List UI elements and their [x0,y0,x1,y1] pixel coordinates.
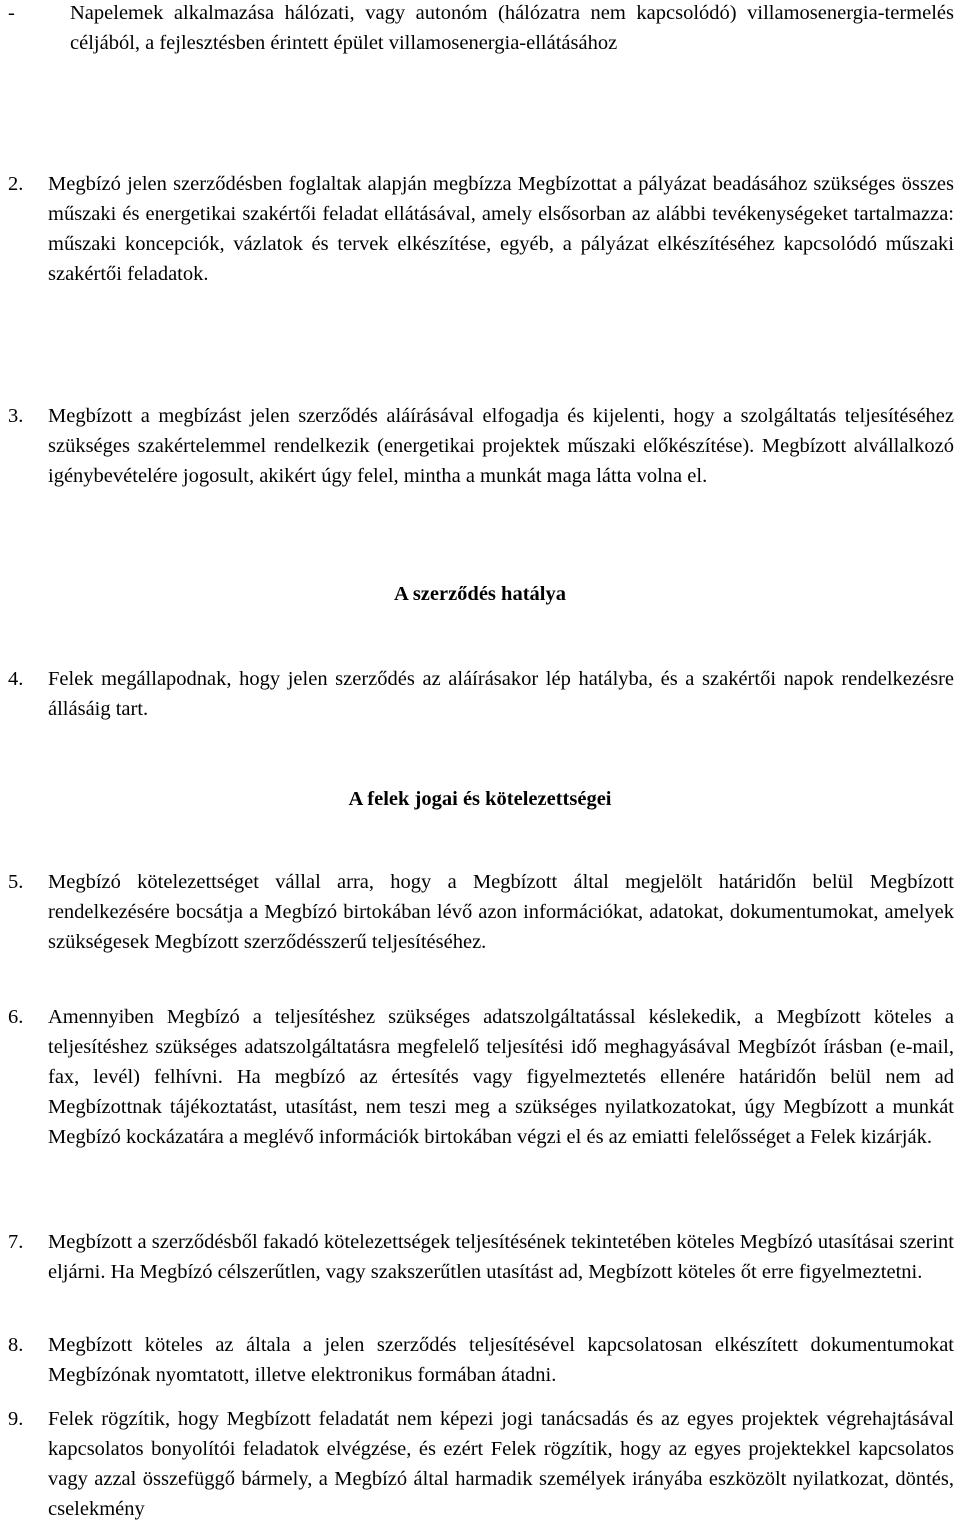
item-number: 8. [8,1334,24,1356]
item-number: 3. [8,405,24,427]
item-text: Megbízó jelen szerződésben foglaltak alapján megbízza Megbízottat a pályázat beadásához szükséges összes műszaki és energetikai szakértői feladat ellátásával, amely elsősorban az alábbi tevékenységeket tartalmazza: műszaki koncepciók, vázlatok és tervek elkészítése, egyéb, a pályázat elkészítéséhez kapcsolódó műszaki szakértői feladatok. [48,173,954,285]
item-text: Megbízott a megbízást jelen szerződés aláírásával elfogadja és kijelenti, hogy a szolgáltatás teljesítéséhez szükséges szakértelemmel rendelkezik (energetikai projektek műszaki előkészítése). Megbízott alvállalkozó igénybevételére jogosult, akikért úgy felel, mintha a munkát maga látta volna el. [48,405,954,487]
item-text: Amennyiben Megbízó a teljesítéshez szükséges adatszolgáltatással késlekedik, a Megbízott köteles a teljesítéshez szükséges adatszolgáltatásra megfelelő teljesítési idő meghagyásával Megbízót írásban (e-mail, fax, levél) felhívni. Ha megbízó az értesítés vagy figyelmeztetés ellenére határidőn belül nem ad Megbízottnak tájékoztatást, utasítást, nem teszi meg a szükséges nyilatkozatokat, úgy Megbízott a munkát Megbízó kockázatára a meglévő információk birtokában végzi el és az emiatti felelősséget a Felek kizárják. [48,1006,954,1148]
list-item [0,169,954,289]
item-number: 2. [8,173,24,195]
section-heading-effect: A szerződés hatálya [394,583,566,605]
item-text: Felek megállapodnak, hogy jelen szerződés az aláírásakor lép hatályba, és a szakértői napok rendelkezésre állásáig tart. [48,668,954,720]
list-item [0,867,954,957]
item-number: 6. [8,1006,24,1028]
item-number: 9. [8,1408,24,1430]
item-number: 5. [8,871,24,893]
item-text: Megbízó kötelezettséget vállal arra, hogy a Megbízott által megjelölt határidőn belül Megbízott rendelkezésére bocsátja a Megbízó birtokában lévő azon információkat, adatokat, dokumentumokat, amelyek szükségesek Megbízott szerződésszerű teljesítéséhez. [48,871,954,953]
list-item [0,1227,954,1287]
item-number: 4. [8,668,24,690]
item-text: Felek rögzítik, hogy Megbízott feladatát nem képezi jogi tanácsadás és az egyes projektek végrehajtásával kapcsolatos bonyolítói feladatok elvégzése, és ezért Felek rögzítik, hogy az egyes projektekkel kapcsolatos vagy azzal összefüggő bármely, a Megbízó által harmadik személyek irányába eszközölt nyilatkozat, döntés, cselekmény [48,1408,954,1520]
list-item [0,1404,954,1524]
list-item [0,664,954,724]
list-item [0,1330,954,1390]
section-heading-rights: A felek jogai és kötelezettségei [348,788,612,810]
item-number: - [8,2,15,24]
item-text: Megbízott a szerződésből fakadó kötelezettségek teljesítésének tekintetében köteles Megbízó utasításai szerint eljárni. Ha Megbízó célszerűtlen, vagy szakszerűtlen utasítást ad, Megbízott köteles őt erre figyelmeztetni. [48,1231,954,1283]
list-item [0,1002,954,1152]
item-text: Napelemek alkalmazása hálózati, vagy autonóm (hálózatra nem kapcsolódó) villamosenergia-termelés céljából, a fejlesztésben érintett épület villamosenergia-ellátásához [70,2,954,54]
list-item [0,0,954,58]
list-item [0,401,954,491]
item-number: 7. [8,1231,24,1253]
item-text: Megbízott köteles az általa a jelen szerződés teljesítésével kapcsolatosan elkészített dokumentumokat Megbízónak nyomtatott, illetve elektronikus formában átadni. [48,1334,954,1386]
